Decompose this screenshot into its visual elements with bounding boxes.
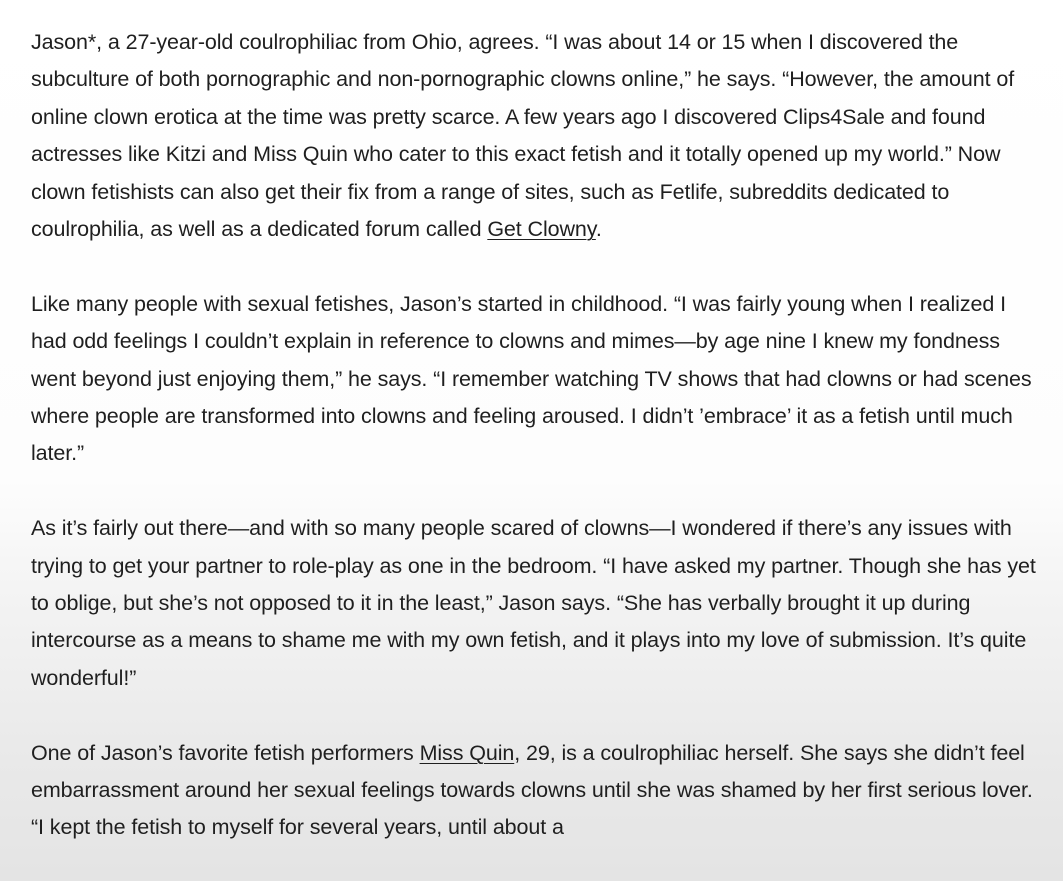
- paragraph-text: As it’s fairly out there—and with so many people scared of clowns—I wondered if there’s any issues with trying to get your partner to role-play as one in the bedroom. “I have asked my partner. Though she has yet to oblige, but she’s not opposed to it in the least,” Jason says. “She has verbally brought it up during intercourse as a means to shame me with my own fetish, and it plays into my love of submission. It’s quite wonderful!”: [31, 516, 1036, 690]
- paragraph-jason-intro: [31, 24, 1041, 248]
- paragraph-text: One of Jason’s favorite fetish performers: [31, 740, 420, 765]
- article-body: [31, 24, 1041, 884]
- paragraph-childhood: [31, 286, 1041, 473]
- miss-quin-link[interactable]: Miss Quin: [419, 740, 515, 765]
- paragraph-text: Jason*, a 27-year-old coulrophiliac from Ohio, agrees. “I was about 14 or 15 when I discovered the subculture of both pornographic and non-pornographic clowns online,” he says. “However, the amount of online clown erotica at the time was pretty scarce. A few years ago I discovered Clips4Sale and found actresses like Kitzi and Miss Quin who cater to this exact fetish and it totally opened up my world.” Now clown fetishists can also get their fix from a range of sites, such as Fetlife, subreddits dedicated to coulrophilia, as well as a dedicated forum called: [31, 30, 1015, 242]
- paragraph-miss-quin: [31, 735, 1041, 847]
- paragraph-text: .: [595, 217, 602, 242]
- paragraph-text: , 29, is a coulrophiliac herself. She says she didn’t feel embarrassment around her sexual feelings towards clowns until she was shamed by her first serious lover. “I kept the fetish to myself for several years, until about a: [31, 740, 1033, 840]
- paragraph-partner: [31, 510, 1041, 697]
- paragraph-text: Like many people with sexual fetishes, Jason’s started in childhood. “I was fairly young when I realized I had odd feelings I couldn’t explain in reference to clowns and mimes—by age nine I knew my fondness went beyond just enjoying them,” he says. “I remember watching TV shows that had clowns or had scenes where people are transformed into clowns and feeling aroused. I didn’t ’embrace’ it as a fetish until much later.”: [31, 291, 1032, 466]
- get-clowny-link[interactable]: Get Clowny: [487, 217, 596, 242]
